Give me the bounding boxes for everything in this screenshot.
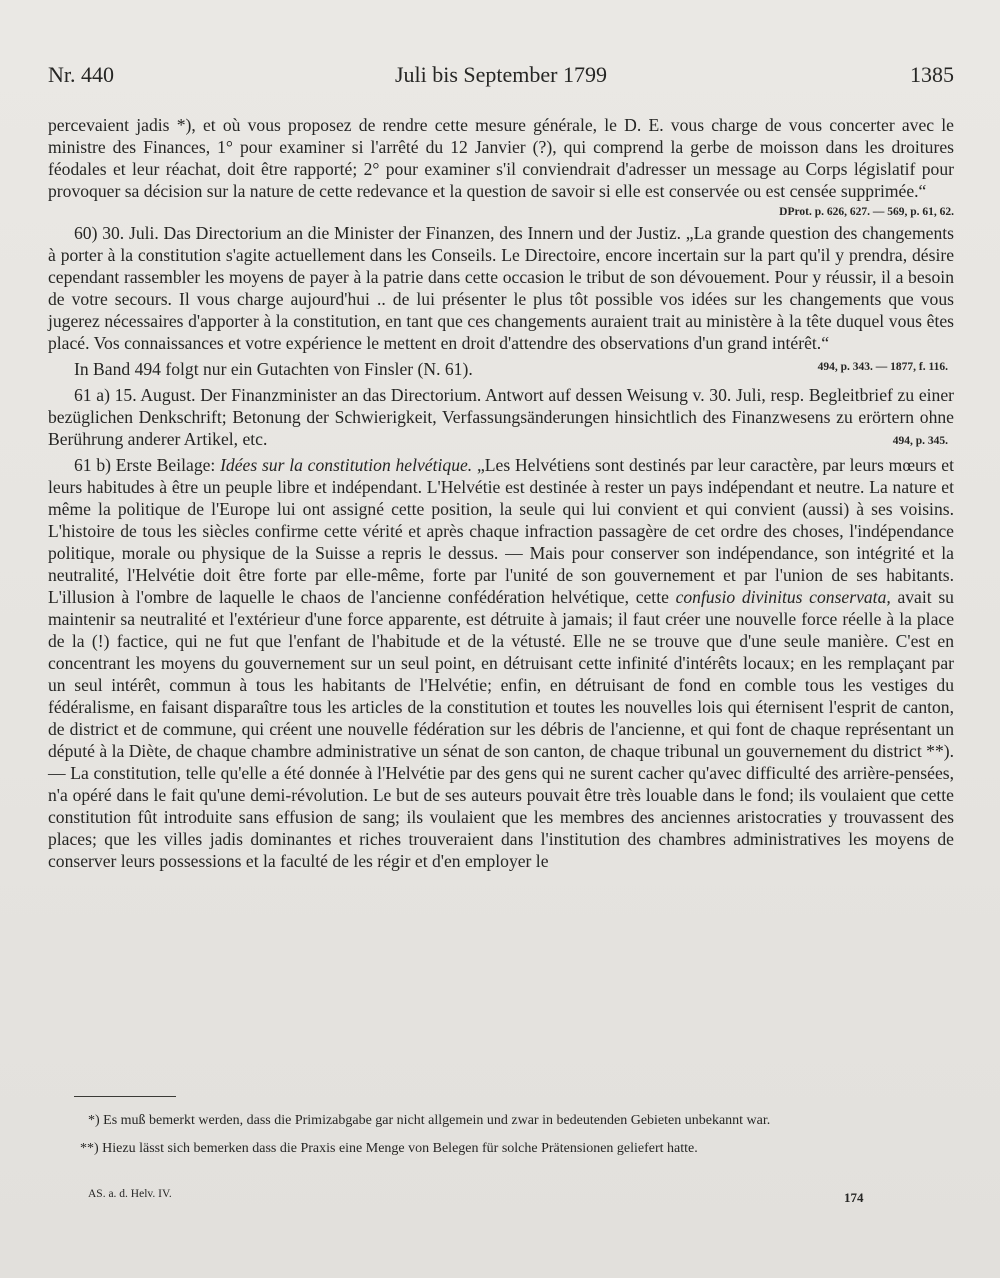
paragraph-61b [48, 454, 954, 872]
paragraph-61b-part2: avait su maintenir sa neutralité et l'extérieur d'une force apparente, est détruite à jamais; il faut créer une nouvelle force réelle à la place de la (!) factice, qui ne fut que l'enfant de l'habitude et de la vétusté. Elle ne se trouve que d'une seule manière. C'est en concentrant les moyens du gouvernement sur un seul point, en détruisant cette infinité d'intérêts locaux; en les remplaçant par un seul intérêt, commun à tous les habitants de l'Helvétie; enfin, en détruisant de fond en comble tous les vestiges du fédéralisme, en faisant disparaître tous les articles de la constitution et toutes les nouvelles lois qui éternisent l'esprit de canton, de district et de commune, qui créent une nouvelle fédération sur les débris de l'ancienne, et qui font de chaque représentant un député à la Diète, de chaque chambre administrative un sénat de son canton, de chaque tribunal un gouvernement du district **). — La constitution, telle qu'elle a été donnée à l'Helvétie par des gens qui ne surent cacher qu'avec difficulté des arrière-pensées, n'a opéré dans le fait qu'une demi-révolution. Le but de ses auteurs pouvait être très louable dans le fond; ils voulaient que cette constitution fût introduite sans effusion de sang; ils voulaient que les membres des anciennes aristocraties y trouvassent des places; que les villes jadis dominantes et riches trouveraient dans l'institution des chambres administratives les moyens de conserver leurs possessions et la faculté de les régir et d'en employer le [48, 587, 954, 871]
source-reference: 494, p. 345. [892, 435, 948, 447]
footnotes [48, 1111, 908, 1159]
footnote-1: *) Es muß bemerkt werden, dass die Primizabgabe gar nicht allgemein und zwar in bedeutenden Gebieten unbekannt war. [88, 1113, 771, 1128]
main-text [48, 114, 954, 872]
header-title: Juli bis September 1799 [394, 62, 608, 87]
paragraph-continuation: percevaient jadis *), et où vous proposez de rendre cette mesure générale, le D. E. vous charge de vous concerter avec le ministre des Finances, 1° pour examiner si l'arrêté du 12 Janvier (?), qui comprend la gerbe de moisson dans les droitures féodales et leur réachat, doit être rapporté; 2° pour examiner s'il conviendrait d'adresser un message au Corps législatif pour provoquer sa décision sur la nature de cette redevance et la question de savoir si elle est conservée ou est censée supprimée.“ [48, 115, 954, 201]
footnote-2: **) Hiezu lässt sich bemerken dass die Praxis eine Menge von Belegen für solche Prätensionen geliefert hatte. [80, 1141, 698, 1156]
running-header [48, 62, 954, 96]
header-page-number: 1385 [910, 62, 954, 87]
paragraph-61b-latin-phrase: confusio divinitus conservata, [675, 587, 891, 607]
paragraph-60-text: 60) 30. Juli. Das Directorium an die Minister der Finanzen, des Innern und der Justiz. „La grande question des changements à porter à la constitution s'agite actuellement dans les Conseils. Le Directoire, encore incertain sur la part qu'il y prendra, désire cependant rassembler les moyens de payer à la patrie dans cette occasion le tribut de son dévouement. Pour y réussir, il a besoin de votre secours. Il vous charge aujourd'hui .. de lui présenter le plus tôt possible vos idées sur les changements que vous jugerez nécessaires d'apporter à la constitution, en tant que ces changements auraient trait au ministère à la tête duquel vous êtes placé. Vos connaissances et votre expérience le mettent en droit d'attendre des observations d'un grand intérêt.“ [48, 223, 954, 353]
paragraph-61b-title: Idées sur la constitution helvétique. [220, 455, 473, 475]
source-reference: 494, p. 343. — 1877, f. 116. [817, 361, 948, 373]
paragraph-61a-text: 61 a) 15. August. Der Finanzminister an das Directorium. Antwort auf dessen Weisung v. 30. Juli, resp. Begleitbrief zu einer bezüglichen Denkschrift; Betonung der Schwierigkeit, Verfassungsänderungen hinsichtlich des Finanzwesens zu erörtern ohne Berührung anderer Artikel, etc. [48, 385, 954, 449]
source-reference: DProt. p. 626, 627. — 569, p. 61, 62. [779, 206, 954, 218]
paragraph-61a [48, 384, 954, 450]
header-document-number: Nr. 440 [48, 62, 114, 87]
paragraph-61b-part1: „Les Helvétiens sont destinés par leur caractère, par leurs mœurs et leurs habitudes à être un peuple libre et indépendant. L'Helvétie est destinée à rester un pays indépendant et neutre. La nature et même la politique de l'Europe lui ont assigné cette position, la seule qui lui convient et qui convient (aussi) à ses voisins. L'histoire de tous les siècles confirme cette vérité et après chaque infraction passagère de cet ordre des choses, l'indépendance politique, morale ou physique de la Suisse a repris le dessus. — Mais pour conserver son indépendance, son intégrité et la neutralité, l'Helvétie doit être forte par elle-même, forte par l'unité de son gouvernement et par l'union de ses habitants. L'illusion à l'ombre de laquelle le chaos de l'ancienne confédération helvétique, cette [48, 455, 954, 607]
sheet-signature: 174 [844, 1190, 864, 1205]
paragraph-band-note: In Band 494 folgt nur ein Gutachten von Finsler (N. 61). [74, 359, 473, 379]
paragraph-61b-label: 61 b) Erste Beilage: [74, 455, 221, 475]
archive-reference: AS. a. d. Helv. IV. [88, 1188, 172, 1200]
footnote-divider [74, 1096, 176, 1097]
